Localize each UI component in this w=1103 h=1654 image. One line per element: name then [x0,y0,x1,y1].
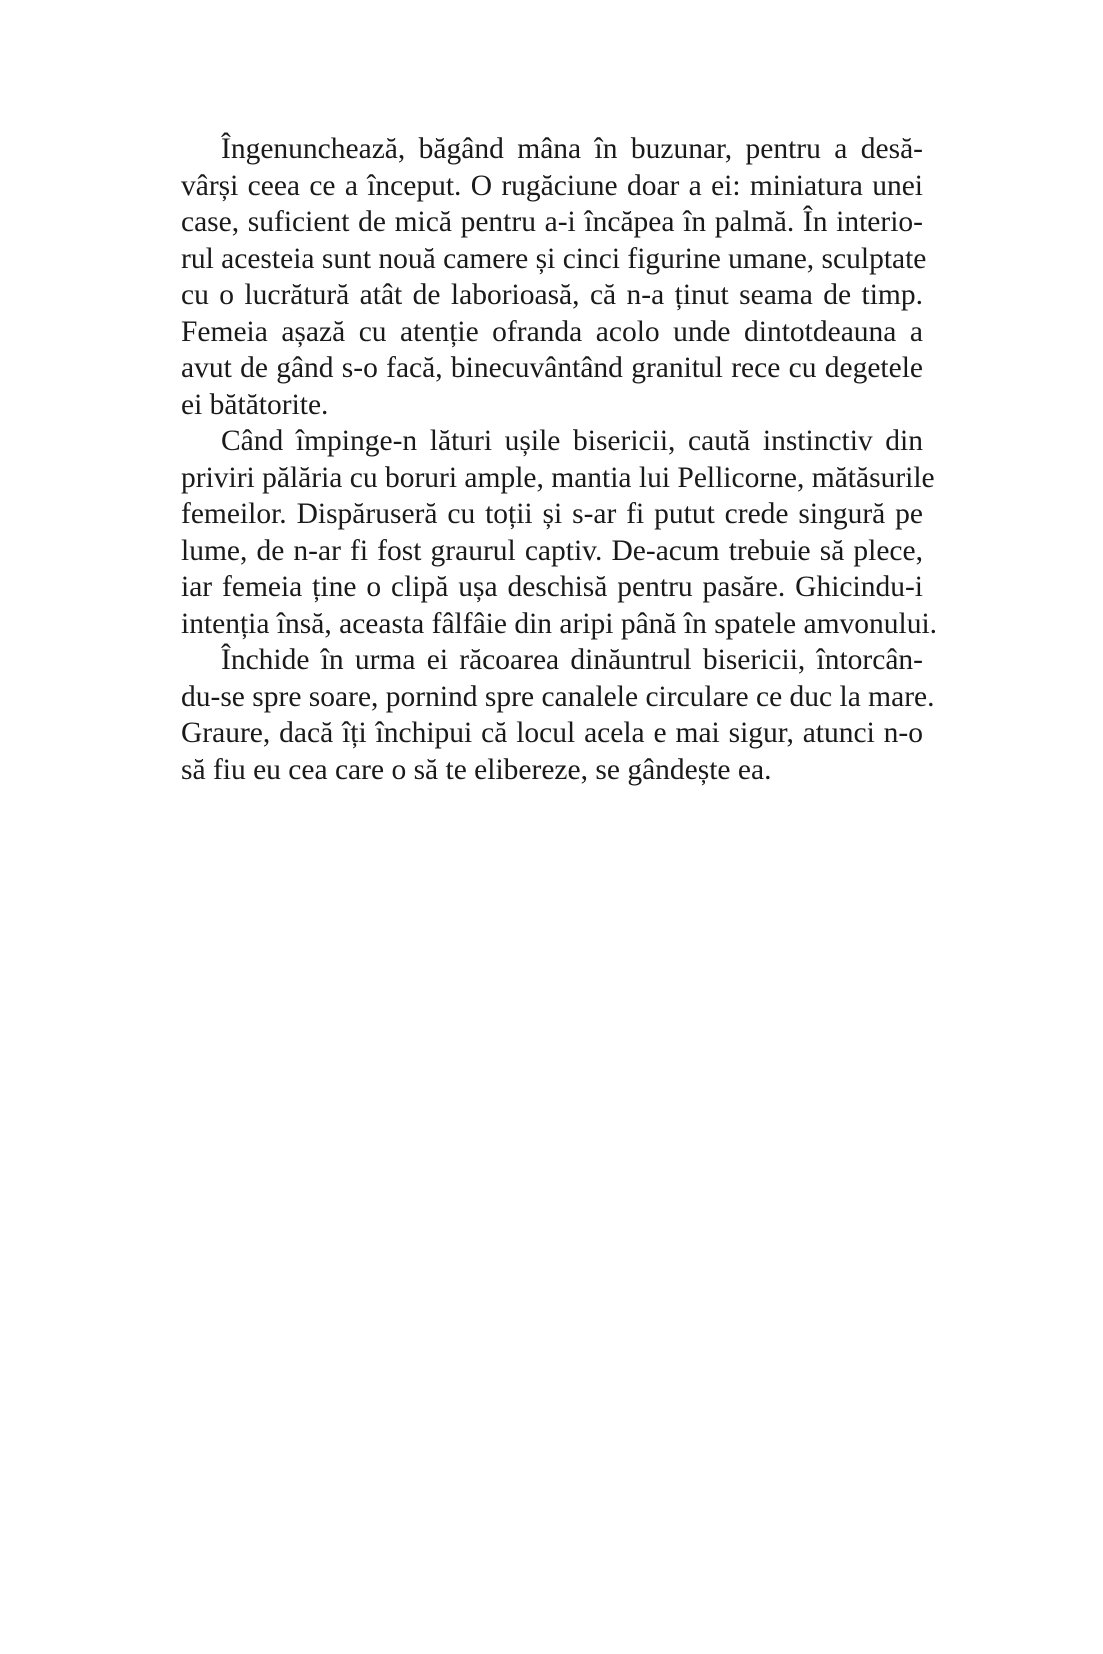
text-line: lume, de n-ar fi fost graurul captiv. De-acum trebuie să plece, [181,534,923,567]
text-line: Îngenunchează, băgând mâna în buzunar, pentru a desă- [221,133,923,165]
text-line: cu o lucrătură atât de laborioasă, că n-a ținut seama de timp. [181,279,923,311]
text-line: ei bătătorite. [181,388,329,421]
text-line: Când împinge-n lături ușile bisericii, caută instinctiv din [221,425,923,457]
paragraph-3 [181,642,935,788]
body-text [181,131,938,788]
paragraph-1 [181,131,927,423]
text-line: intenția însă, aceasta fâlfâie din aripi până în spatele amvonului. [181,607,938,640]
text-line: rul acesteia sunt nouă camere și cinci figurine umane, sculptate [181,242,927,275]
text-line: du-se spre soare, pornind spre canalele circulare ce duc la mare. [181,680,935,713]
text-line: case, suficient de mică pentru a-i încăpea în palmă. În interio- [181,206,923,238]
text-line: Graure, dacă îți închipui că locul acela e mai sigur, atunci n-o [181,717,923,749]
text-line: Închide în urma ei răcoarea dinăuntrul bisericii, întorcân- [221,644,923,676]
text-line: priviri pălăria cu boruri ample, mantia lui Pellicorne, mătăsurile [181,461,935,494]
text-line: să fiu eu cea care o să te elibereze, se gândește ea. [181,753,772,786]
text-line: avut de gând s-o facă, binecuvântând granitul rece cu degetele [181,352,923,384]
text-line: vârși ceea ce a început. O rugăciune doar a ei: miniatura unei [181,169,923,202]
text-line: femeilor. Dispăruseră cu toții și s-ar fi putut crede singură pe [181,498,923,530]
text-line: iar femeia ține o clipă ușa deschisă pentru pasăre. Ghicindu-i [181,571,923,603]
text-line: Femeia așază cu atenție ofranda acolo unde dintotdeauna a [181,315,923,348]
paragraph-2 [181,423,938,642]
